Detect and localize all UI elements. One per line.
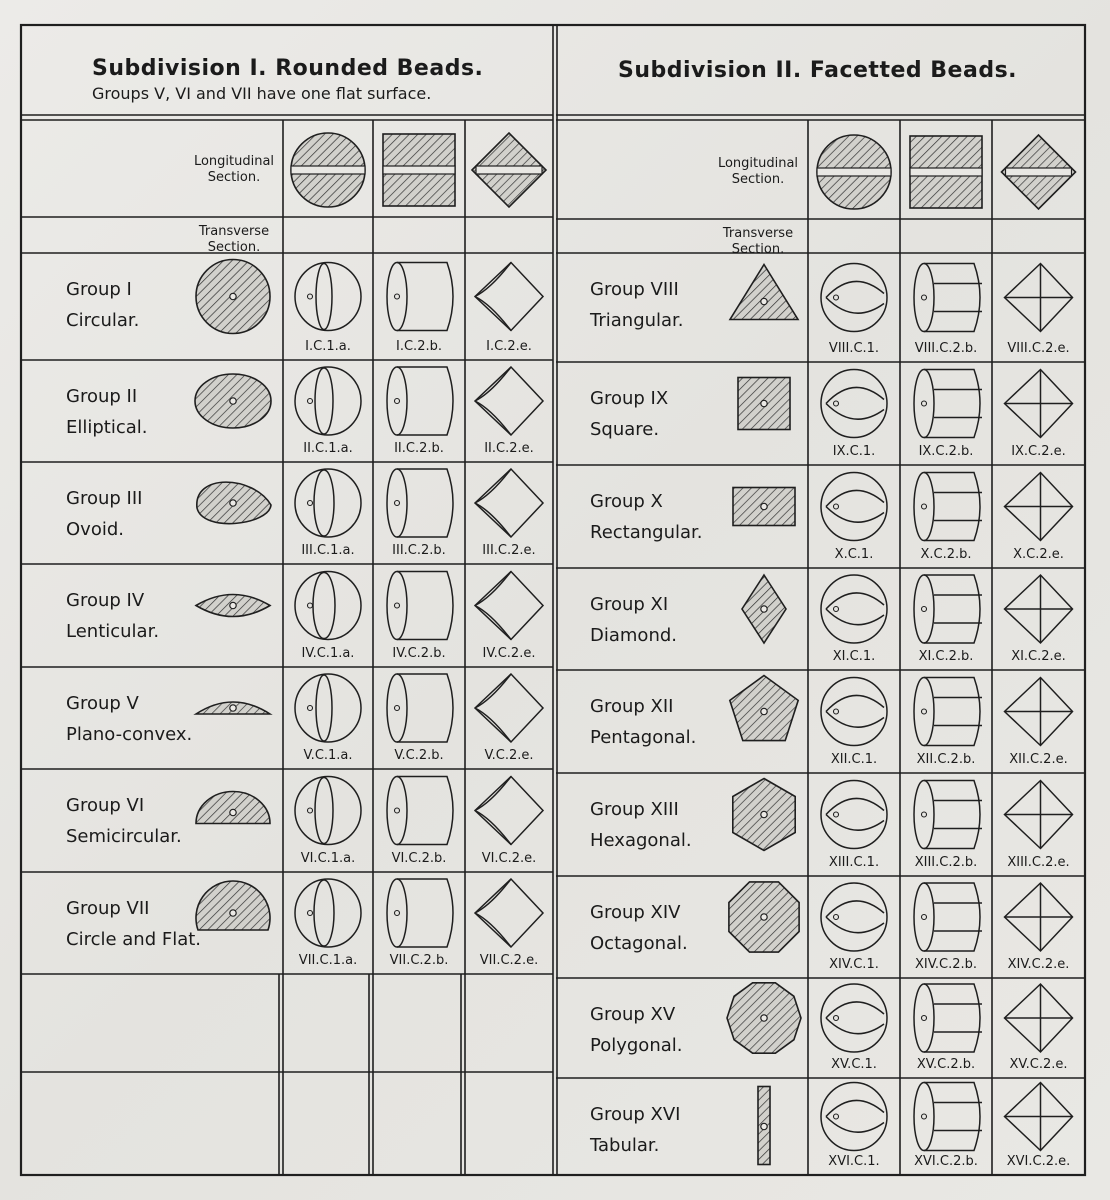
perforation-hole-icon	[230, 398, 236, 404]
bicone-bead-drawing	[475, 367, 543, 435]
classification-code: XIV.C.2.e.	[1007, 957, 1070, 972]
perforation-hole-icon	[395, 808, 400, 813]
classification-code: X.C.2.b.	[920, 547, 972, 562]
perforation-hole-icon	[761, 606, 767, 612]
triangle-section-icon	[730, 265, 798, 320]
perforation-hole-icon	[922, 295, 927, 300]
perforation-hole-icon	[395, 501, 400, 506]
cylinder-bead-drawing	[924, 781, 980, 849]
perforation-hole-icon	[834, 709, 839, 714]
group-shape-name: Lenticular.	[66, 620, 160, 642]
perforation-hole-icon	[834, 1114, 839, 1119]
bicone-bead-drawing	[475, 572, 543, 640]
classification-code: XIV.C.1.	[829, 957, 879, 972]
group-shape-name: Elliptical.	[66, 416, 148, 438]
group-label	[590, 487, 703, 548]
perforation-hole-icon	[308, 808, 313, 813]
perforation-hole-icon	[834, 915, 839, 920]
classification-code: XIII.C.1.	[828, 855, 880, 870]
group-shape-name: Circle and Flat.	[66, 928, 202, 950]
group-label	[590, 384, 668, 445]
left-title: Subdivision I. Rounded Beads.	[92, 56, 484, 81]
perforation-hole-icon	[395, 911, 400, 916]
group-number: Group XV	[590, 1004, 676, 1025]
group-shape-name: Circular.	[66, 309, 140, 331]
perforation-hole-icon	[395, 294, 400, 299]
bicone-bead-drawing	[475, 469, 543, 537]
classification-code: V.C.2.e.	[484, 748, 534, 763]
group-number: Group V	[66, 693, 139, 714]
classification-code: III.C.2.b.	[392, 543, 446, 558]
perforation-hole-icon	[834, 1016, 839, 1021]
spherical-bead-drawing	[295, 263, 361, 331]
classification-code: XII.C.1.	[830, 752, 878, 767]
group-label	[66, 894, 201, 955]
group-label	[66, 689, 192, 750]
left-transverse-header: Transverse Section.	[198, 224, 270, 256]
perforation-hole-icon	[395, 603, 400, 608]
perforation-hole-icon	[395, 399, 400, 404]
spherical-bead-drawing	[295, 777, 361, 845]
spherical-bead-drawing	[821, 678, 887, 746]
cylinder-bead-drawing	[924, 883, 980, 951]
classification-code: I.C.1.a.	[305, 339, 351, 354]
group-label	[66, 484, 142, 545]
classification-code: VI.C.2.e.	[481, 851, 537, 866]
perforation-hole-icon	[308, 706, 313, 711]
perforation-hole-icon	[834, 295, 839, 300]
classification-code: XV.C.1.	[831, 1057, 877, 1072]
perforation-hole-icon	[834, 607, 839, 612]
group-number: Group I	[66, 279, 132, 300]
group-number: Group VIII	[590, 279, 679, 300]
perforation-hole-icon	[761, 400, 767, 406]
cylinder-bead-drawing	[397, 777, 453, 845]
group-shape-name: Hexagonal.	[590, 829, 692, 851]
group-number: Group XII	[590, 696, 674, 717]
classification-code: XVI.C.2.b.	[914, 1154, 978, 1169]
group-shape-name: Triangular.	[590, 309, 684, 331]
classification-code: VI.C.1.a.	[300, 851, 356, 866]
perforation-hole-icon	[230, 705, 236, 711]
classification-code: XV.C.2.b.	[916, 1057, 976, 1072]
spherical-bead-drawing	[821, 781, 887, 849]
right-longitudinal-header: Longitudinal Section.	[717, 156, 799, 188]
classification-code: V.C.2.b.	[394, 748, 444, 763]
group-shape-name: Octagonal.	[590, 932, 688, 954]
perforation-hole-icon	[922, 401, 927, 406]
classification-code: VII.C.2.b.	[389, 953, 449, 968]
perforation-hole-icon	[922, 504, 927, 509]
cylinder-bead-drawing	[397, 469, 453, 537]
circleflat-section-icon	[196, 881, 270, 930]
spherical-bead-drawing	[821, 883, 887, 951]
perforation-channel	[476, 166, 542, 174]
semicircle-section-icon	[196, 792, 270, 824]
perforation-hole-icon	[308, 294, 313, 299]
perforation-hole-icon	[922, 607, 927, 612]
group-shape-name: Polygonal.	[590, 1034, 683, 1056]
spherical-bead-drawing	[295, 674, 361, 742]
spherical-bead-drawing	[295, 469, 361, 537]
classification-code: IX.C.2.b.	[918, 444, 974, 459]
group-number: Group IV	[66, 590, 145, 611]
perforation-hole-icon	[761, 914, 767, 920]
spherical-bead-drawing	[821, 1083, 887, 1151]
classification-code: XV.C.2.e.	[1009, 1057, 1068, 1072]
spherical-bead-drawing	[821, 984, 887, 1052]
bicone-bead-drawing	[475, 674, 543, 742]
classification-code: X.C.1.	[834, 547, 874, 562]
perforation-hole-icon	[834, 401, 839, 406]
classification-code: XIII.C.2.b.	[914, 855, 978, 870]
perforation-hole-icon	[395, 706, 400, 711]
group-label	[66, 382, 148, 443]
perforation-hole-icon	[230, 910, 236, 916]
cylinder-bead-drawing	[924, 678, 980, 746]
bicone-bead-drawing	[475, 263, 543, 331]
classification-code: IV.C.2.e.	[482, 646, 536, 661]
perforation-hole-icon	[230, 809, 236, 815]
perforation-channel	[910, 168, 982, 176]
classification-code: III.C.1.a.	[301, 543, 355, 558]
group-label	[590, 898, 688, 959]
classification-code: XVI.C.2.e.	[1006, 1154, 1071, 1169]
cylinder-bead-drawing	[924, 473, 980, 541]
perforation-hole-icon	[922, 1016, 927, 1021]
group-label	[66, 791, 182, 852]
perforation-hole-icon	[922, 1114, 927, 1119]
group-number: Group IX	[590, 388, 669, 409]
classification-code: I.C.2.e.	[486, 339, 532, 354]
group-number: Group VI	[66, 795, 145, 816]
cylinder-bead-drawing	[397, 263, 453, 331]
classification-code: VII.C.2.e.	[479, 953, 539, 968]
group-number: Group XIII	[590, 799, 679, 820]
perforation-hole-icon	[230, 500, 236, 506]
classification-code: II.C.1.a.	[303, 441, 353, 456]
group-number: Group VII	[66, 898, 150, 919]
perforation-hole-icon	[230, 293, 236, 299]
perforation-hole-icon	[308, 399, 313, 404]
group-label	[590, 275, 684, 336]
classification-code: XI.C.2.b.	[918, 649, 974, 664]
group-label	[590, 1000, 682, 1061]
classification-code: XIV.C.2.b.	[914, 957, 978, 972]
spherical-bead-drawing	[821, 473, 887, 541]
group-shape-name: Tabular.	[590, 1134, 660, 1156]
classification-code: XVI.C.1.	[828, 1154, 880, 1169]
group-label	[590, 590, 677, 651]
spherical-bead-drawing	[295, 367, 361, 435]
spherical-bead-drawing	[821, 264, 887, 332]
spherical-bead-drawing	[821, 370, 887, 438]
perforation-channel	[817, 168, 891, 176]
classification-code: IX.C.1.	[832, 444, 876, 459]
classification-code: XI.C.2.e.	[1011, 649, 1066, 664]
perforation-channel	[291, 166, 365, 174]
classification-code: IX.C.2.e.	[1011, 444, 1066, 459]
perforation-channel	[1006, 168, 1072, 176]
group-label	[590, 692, 696, 753]
right-transverse-header: Transverse Section.	[722, 226, 794, 258]
classification-code: IV.C.2.b.	[392, 646, 446, 661]
perforation-hole-icon	[761, 811, 767, 817]
group-shape-name: Ovoid.	[66, 518, 124, 540]
group-shape-name: Diamond.	[590, 624, 677, 646]
classification-code: II.C.2.e.	[484, 441, 534, 456]
classification-code: IV.C.1.a.	[301, 646, 355, 661]
left-longitudinal-header: Longitudinal Section.	[193, 154, 275, 186]
classification-code: XII.C.2.e.	[1009, 752, 1068, 767]
perforation-hole-icon	[308, 911, 313, 916]
perforation-channel	[383, 166, 455, 174]
perforation-hole-icon	[230, 602, 236, 608]
cylinder-bead-drawing	[924, 370, 980, 438]
spherical-bead-drawing	[295, 879, 361, 947]
classification-code: XII.C.2.b.	[916, 752, 976, 767]
classification-code: III.C.2.e.	[482, 543, 536, 558]
bicone-bead-drawing	[475, 879, 543, 947]
perforation-hole-icon	[922, 709, 927, 714]
group-shape-name: Pentagonal.	[590, 726, 697, 748]
classification-code: VI.C.2.b.	[391, 851, 447, 866]
classification-code: VIII.C.2.e.	[1007, 341, 1070, 356]
classification-code: II.C.2.b.	[394, 441, 444, 456]
group-number: Group XIV	[590, 902, 681, 923]
cylinder-bead-drawing	[397, 879, 453, 947]
group-shape-name: Square.	[590, 418, 660, 440]
perforation-hole-icon	[761, 503, 767, 509]
perforation-hole-icon	[922, 812, 927, 817]
bicone-bead-drawing	[475, 777, 543, 845]
cylinder-bead-drawing	[397, 674, 453, 742]
group-label	[66, 275, 139, 336]
right-title: Subdivision II. Facetted Beads.	[618, 58, 1018, 83]
group-number: Group XVI	[590, 1104, 681, 1125]
classification-code: I.C.2.b.	[396, 339, 442, 354]
classification-code: V.C.1.a.	[303, 748, 353, 763]
group-label	[66, 586, 159, 647]
perforation-hole-icon	[308, 501, 313, 506]
cylinder-bead-drawing	[397, 367, 453, 435]
group-label	[590, 1100, 680, 1161]
perforation-hole-icon	[761, 1015, 767, 1021]
perforation-hole-icon	[308, 603, 313, 608]
classification-code: X.C.2.e.	[1013, 547, 1064, 562]
left-subtitle: Groups V, VI and VII have one flat surface.	[92, 84, 432, 103]
perforation-hole-icon	[922, 915, 927, 920]
perforation-hole-icon	[761, 298, 767, 304]
group-number: Group XI	[590, 594, 669, 615]
cylinder-bead-drawing	[397, 572, 453, 640]
classification-code: VIII.C.1.	[828, 341, 880, 356]
spherical-bead-drawing	[821, 575, 887, 643]
spherical-bead-drawing	[295, 572, 361, 640]
classification-code: XIII.C.2.e.	[1007, 855, 1070, 870]
classification-code: VIII.C.2.b.	[914, 341, 978, 356]
perforation-hole-icon	[761, 1123, 767, 1129]
group-number: Group III	[66, 488, 143, 509]
perforation-hole-icon	[834, 504, 839, 509]
group-number: Group II	[66, 386, 138, 407]
cylinder-bead-drawing	[924, 984, 980, 1052]
perforation-hole-icon	[834, 812, 839, 817]
group-label	[590, 795, 692, 856]
group-shape-name: Plano-convex.	[66, 723, 193, 745]
group-number: Group X	[590, 491, 663, 512]
cylinder-bead-drawing	[924, 1083, 980, 1151]
perforation-hole-icon	[761, 708, 767, 714]
group-shape-name: Rectangular.	[590, 521, 703, 543]
classification-code: VII.C.1.a.	[298, 953, 358, 968]
cylinder-bead-drawing	[924, 264, 980, 332]
classification-code: XI.C.1.	[832, 649, 876, 664]
group-shape-name: Semicircular.	[66, 825, 182, 847]
cylinder-bead-drawing	[924, 575, 980, 643]
